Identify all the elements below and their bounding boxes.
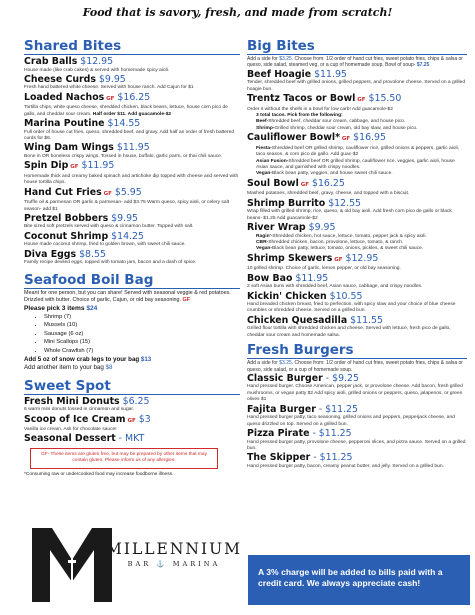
item-name (247, 315, 467, 327)
item-name (24, 433, 240, 445)
logo-wordmark (104, 540, 244, 568)
item-price: $11.95 (78, 160, 115, 172)
variant-label: Shrimp- (256, 125, 275, 131)
item-name (24, 142, 240, 154)
variant-text: Shredded beef OR grilled shrimp, cauliflower rice, grilled onions & peppers, garlic aioli, taco season, & corn pico de gallo. Add guac-$2 (256, 145, 460, 158)
item-price: $9.95 (95, 73, 126, 85)
right-column (247, 38, 467, 470)
item-description: Mashed potatoes, shredded beef, gravy, cheese, and topped with a biscuit. (247, 191, 410, 197)
item-price: $5.95 (111, 186, 142, 198)
item-title: Spin Dip (24, 160, 69, 172)
menu-item (24, 414, 240, 434)
item-description: Truffle oil & parmesan OR garlic & parmesan- add $3.75 Warm queso, spicy aioli, or celery salt season- add $1 (24, 200, 230, 212)
menu-item (247, 428, 467, 452)
item-price: $12.55 (325, 197, 362, 209)
item-description: Homemade thick and creamy baked spinach and artichoke dip topped with cheese and served with house tortilla chips. (24, 173, 239, 186)
list-item: • Whole Crawfish (7) (44, 347, 240, 356)
item-title: Pretzel Bobbers (24, 212, 109, 224)
item-description: Family recipe deviled eggs, topped with tomato jam, bacon and a dash of spice. (24, 260, 197, 266)
section-title-seafood-boil: Seafood Boil Bag (24, 272, 240, 289)
item-name (24, 249, 240, 261)
item-title: Diva Eggs (24, 248, 77, 260)
item-name (247, 273, 467, 285)
item-description: Hand pressed burger patty, bacon, creamy peanut butter, and jelly. Served on a grilled bun. (247, 463, 444, 469)
sweet-spot-list (24, 396, 240, 445)
section-title-fresh-burgers: Fresh Burgers (247, 342, 467, 359)
item-title: Wing Dam Wings (24, 142, 114, 154)
item-description: 6 warm mini donuts tossed in cinnamon and sugar. (24, 407, 135, 413)
item-title: Chicken Quesadilla (247, 314, 348, 326)
gf-tag: GF (68, 164, 79, 171)
gf-tag: GF (355, 97, 366, 104)
item-price: $9.95 (305, 222, 336, 233)
item-price: $14.55 (104, 118, 141, 130)
menu-item (24, 433, 240, 445)
item-name (247, 253, 467, 267)
item-price: $11.95 (292, 272, 329, 284)
raw-food-notice: *Consuming raw or undercooked food may increase foodborne illness. (24, 471, 174, 477)
item-price: $16.25 (114, 91, 151, 103)
item-name (247, 222, 467, 234)
item-description: Bone in OR boneless crispy wings. Tossed in house, buffalo, garlic parm, or thai chili sauce. (24, 153, 223, 159)
item-price: $16.95 (350, 132, 386, 144)
item-description: House made (like crab cakes) & served with homemade spicy aioli. (24, 67, 170, 73)
item-description: Hand pressed burger patty, provolone cheese, pepperoni slices, and pizza sauce. Served on a grilled bun. (247, 439, 466, 451)
item-name (247, 178, 467, 192)
section-title-sweet-spot: Sweet Spot (24, 378, 240, 395)
menu-item (24, 142, 240, 160)
item-price: - $11.25 (309, 428, 352, 439)
list-item: • Sausage (6 oz) (44, 330, 240, 339)
item-price: $11.95 (311, 68, 347, 80)
item-description: 10 grilled shrimp. Choice of garlic, lemon pepper, or old bay seasoning. (247, 266, 401, 272)
list-item: • Mussels (10) (44, 321, 240, 330)
item-title: Marina Poutine (24, 118, 105, 130)
item-title: Loaded Nachos (24, 91, 105, 103)
item-name (24, 414, 240, 428)
seafood-add-crab: Add 5 oz of snow crab legs to your bag $13 (24, 355, 152, 363)
item-price: - $11.25 (315, 403, 358, 415)
item-price: $6.25 (119, 395, 150, 407)
menu-item (24, 187, 240, 213)
item-price: $8.55 (76, 248, 106, 260)
item-price: - $11.25 (310, 452, 353, 464)
seafood-add-another: Add another item to your bag $8 (24, 364, 113, 372)
variant-label: CBR- (256, 239, 269, 245)
item-description: Tortilla chips, white queso cheese, shredded chicken, black beans, lettuce, house corn pico de gallo, and cheddar sour cream. Half order $11. Add guacamole-$2 (24, 105, 228, 117)
variant-label: Fiesta- (256, 145, 272, 151)
item-extra: Half order $11. Add guacamole-$2 (91, 111, 172, 117)
item-name (24, 92, 240, 106)
item-description: Wrap filled with grilled shrimp, rice, queso, & old bay aioli. Add fresh corn pico de gallo or black beans- $1.25 Add guacamole-$2 (247, 209, 452, 221)
item-name (24, 118, 240, 130)
item-name (24, 396, 240, 408)
menu-item (24, 213, 240, 231)
item-description: Hand pressed burger. Choose American, pepper jack, or provolone cheese. Add bacon, fresh grilled mushrooms, or vegan patty $2 Add spicy aioli, grilled onions or peppers, queso, jalapenos, or green olives $1 (247, 384, 463, 403)
item-description: Tender, shredded beef with grilled onions, grilled peppers, and provolone cheese. Served on a grilled hoagie bun. (247, 80, 466, 92)
shared-bites-list (24, 56, 240, 267)
item-title: Fajita Burger (247, 403, 316, 415)
gf-tag: GF (101, 190, 112, 197)
burgers-side-note: Add a side for $3.25. Choose from: 1/2 order of hand cut fries, sweet potato fries, chips & salsa or queso, side salad, or a cup of homemade soup. (247, 360, 463, 373)
item-description: Fresh hand battered white cheese. Served with house ranch. Add Cajun for $1 (24, 85, 194, 91)
credit-card-surcharge-banner: A 3% charge will be added to bills paid with a credit card. We always appreciate cash! (248, 555, 470, 605)
menu-item (247, 93, 467, 132)
menu-item (247, 222, 467, 253)
section-title-shared-bites: Shared Bites (24, 38, 240, 55)
variant-label: Ragin'- (256, 233, 273, 239)
item-title: Classic Burger (247, 372, 323, 384)
menu-item (24, 160, 240, 186)
menu-item (247, 273, 467, 291)
menu-item (247, 373, 467, 404)
item-name (247, 428, 467, 440)
menu-item (247, 178, 467, 198)
variant-text: Shredded chicken, bacon, provolone, lettuce, tomato, & ranch. (268, 239, 404, 245)
variant-label: Asian Fusion- (256, 158, 289, 164)
item-name (247, 452, 467, 464)
item-title: Pizza Pirate (247, 428, 310, 439)
big-bites-side-note: Add a side for $3.25. Choose from: 1/2 order of hand cut fries, sweet potato fries, chips & salsa or queso, side salad, steamed veg, or a cup of homemade soup. Bowl of soup- $7.25 (247, 56, 463, 69)
burgers-list (247, 373, 467, 470)
item-name (24, 56, 240, 68)
item-description: House made coconut shrimp, fried to golden brown, with sweet chili sauce. (24, 242, 186, 248)
variant-text: Black bean patty, veggies, and house sweet chili sauce. (272, 171, 393, 177)
seafood-item-list (24, 313, 240, 356)
item-name (247, 198, 467, 210)
item-title: Soul Bowl (247, 177, 299, 189)
item-variant (247, 146, 467, 159)
item-price: $16.25 (309, 177, 345, 189)
menu-item (24, 231, 240, 249)
item-price: $11.55 (347, 314, 383, 326)
variant-text: Grilled shrimp, cheddar sour cream, old bay slaw, and house pico. (274, 125, 418, 131)
variant-label: Vegan- (256, 171, 273, 177)
item-title: Coconut Shrimp (24, 230, 109, 242)
item-variant (247, 159, 467, 172)
gf-tag: GF (104, 95, 115, 102)
item-title: Kickin' Chicken (247, 290, 327, 302)
menu-item (247, 132, 467, 178)
variant-text: Black bean patty, lettuce, tomato, onions, pickles, & sweet chili sauce. (272, 246, 424, 252)
item-title: Scoop of Ice Cream (24, 413, 126, 425)
variant-text: Shredded beef OR grilled shrimp, cauliflower rice, veggies, garlic aioli, house Asian sauce, and garnished with crispy noodles. (256, 158, 455, 170)
item-description: Grilled flour tortilla with shredded chicken and cheese. Served with lettuce, fresh pico de gallo, cheddar sour cream and homemade salsa. (247, 326, 451, 338)
menu-item (247, 404, 467, 428)
item-price: $11.95 (113, 142, 150, 154)
big-bites-list (247, 69, 467, 339)
menu-item (247, 253, 467, 273)
logo-subtitle: BAR ⚓ MARINA (127, 560, 221, 568)
item-name (247, 404, 467, 416)
item-title: The Skipper (247, 452, 311, 464)
item-price: - $9.25 (322, 372, 359, 384)
item-price: $15.50 (365, 93, 402, 105)
item-description: Order it without the shells in a bowl for low carb! Add guacamole-$2 (247, 106, 393, 112)
item-title: Seasonal Dessert (24, 433, 116, 445)
gf-tag: GF (339, 136, 351, 143)
gf-tag: GF (298, 181, 309, 188)
menu-item (24, 118, 240, 142)
menu-tagline: Food that is savory, fresh, and made from scratch! (82, 6, 393, 19)
item-price: $12.95 (77, 56, 114, 67)
menu-item (24, 396, 240, 414)
item-name (247, 132, 467, 146)
left-column (24, 38, 240, 478)
item-title: Fresh Mini Donuts (24, 395, 120, 407)
variant-text: Shredded beef, cheddar sour cream, cabbage, and house pico. (268, 119, 406, 125)
item-description: 2 soft Asian buns with shredded beef, Asian sauce, cabbage, and crispy noodles. (247, 284, 423, 290)
item-name (24, 213, 240, 225)
logo-title: MILLENNIUM (105, 540, 243, 558)
variant-label: Beef- (256, 119, 269, 125)
menu-item (24, 92, 240, 118)
anchor-icon: ⚓ (156, 560, 168, 568)
menu-item (24, 74, 240, 92)
item-name (247, 373, 467, 385)
item-title: Beef Hoagie (247, 68, 312, 80)
item-name (24, 187, 240, 201)
variant-text: Shredded chicken, hot sauce, lettuce, tomato, pepper jack & spicy aioli. (272, 233, 427, 239)
item-description: Full order of house cut fries, queso, shredded beef, and gravy. Add half an order of fresh battered curds for $6. (24, 129, 235, 142)
seafood-intro: Meant for one person, but you can share! Served with seasonal veggie & red potatoes. Drizzled with butter. Choice of garlic, Cajun, or old bay seasoning. GF (24, 289, 231, 303)
item-title: Trentz Tacos or Bowl (247, 93, 356, 105)
item-title: Crab Balls (24, 56, 78, 67)
item-name (24, 74, 240, 86)
menu-item (247, 198, 467, 222)
item-title: River Wrap (247, 222, 306, 233)
item-name (247, 69, 467, 81)
item-title: Hand Cut Fries (24, 186, 102, 198)
menu-item (247, 452, 467, 470)
item-description: Hand pressed burger patty, taco seasoning, grilled onions and peppers, pepperjack cheese, and queso drizzled on top. Served on a grilled bun. (247, 415, 455, 427)
item-price: $12.95 (342, 252, 379, 264)
list-item: • Mini Scallops (15) (44, 338, 240, 347)
variant-label: Vegan- (256, 246, 273, 252)
item-name (247, 93, 467, 107)
section-title-big-bites: Big Bites (247, 38, 467, 55)
gf-tag: GF (125, 417, 136, 424)
item-star: * (335, 132, 340, 144)
variant-label: 3 total tacos. Pick from the following: (256, 113, 343, 119)
item-name (247, 291, 467, 303)
menu-item (24, 56, 240, 74)
item-description: Hand breaded chicken breast, fried to perfection, with spicy slaw and your choice of blue cheese crumbles or shredded cheese. Served on a grilled bun. (247, 302, 456, 314)
menu-item (247, 69, 467, 93)
menu-item (24, 249, 240, 267)
item-description: Vanilla ice cream. Ask for chocolate sauce! (24, 427, 117, 433)
item-title: Shrimp Burrito (247, 197, 326, 209)
gluten-free-notice: GF- These items are gluten free, but may be prepared by other items that may contain gluten. Please inform us of any allergies. (30, 448, 218, 469)
seafood-pick-line: Please pick 3 items $24 (24, 304, 98, 312)
item-name (24, 231, 240, 243)
item-price: $10.55 (326, 290, 363, 302)
item-price: $9.95 (108, 212, 139, 224)
item-price: - MKT (115, 433, 145, 445)
item-price: $14.25 (108, 230, 144, 242)
item-title: Bow Bao (247, 272, 293, 284)
item-title: Cheese Curds (24, 73, 96, 85)
item-name (24, 160, 240, 174)
list-item: • Shrimp (7) (44, 313, 240, 322)
menu-item (247, 315, 467, 339)
item-title: Cauliflower Bowl (247, 132, 336, 144)
item-description: Bite sized soft pretzels served with queso & cinnamon butter. Topped with salt. (24, 224, 194, 230)
menu-item (247, 291, 467, 315)
item-price: $3 (135, 413, 151, 425)
item-title: Shrimp Skewers (247, 252, 333, 264)
gf-tag: GF (332, 256, 343, 263)
